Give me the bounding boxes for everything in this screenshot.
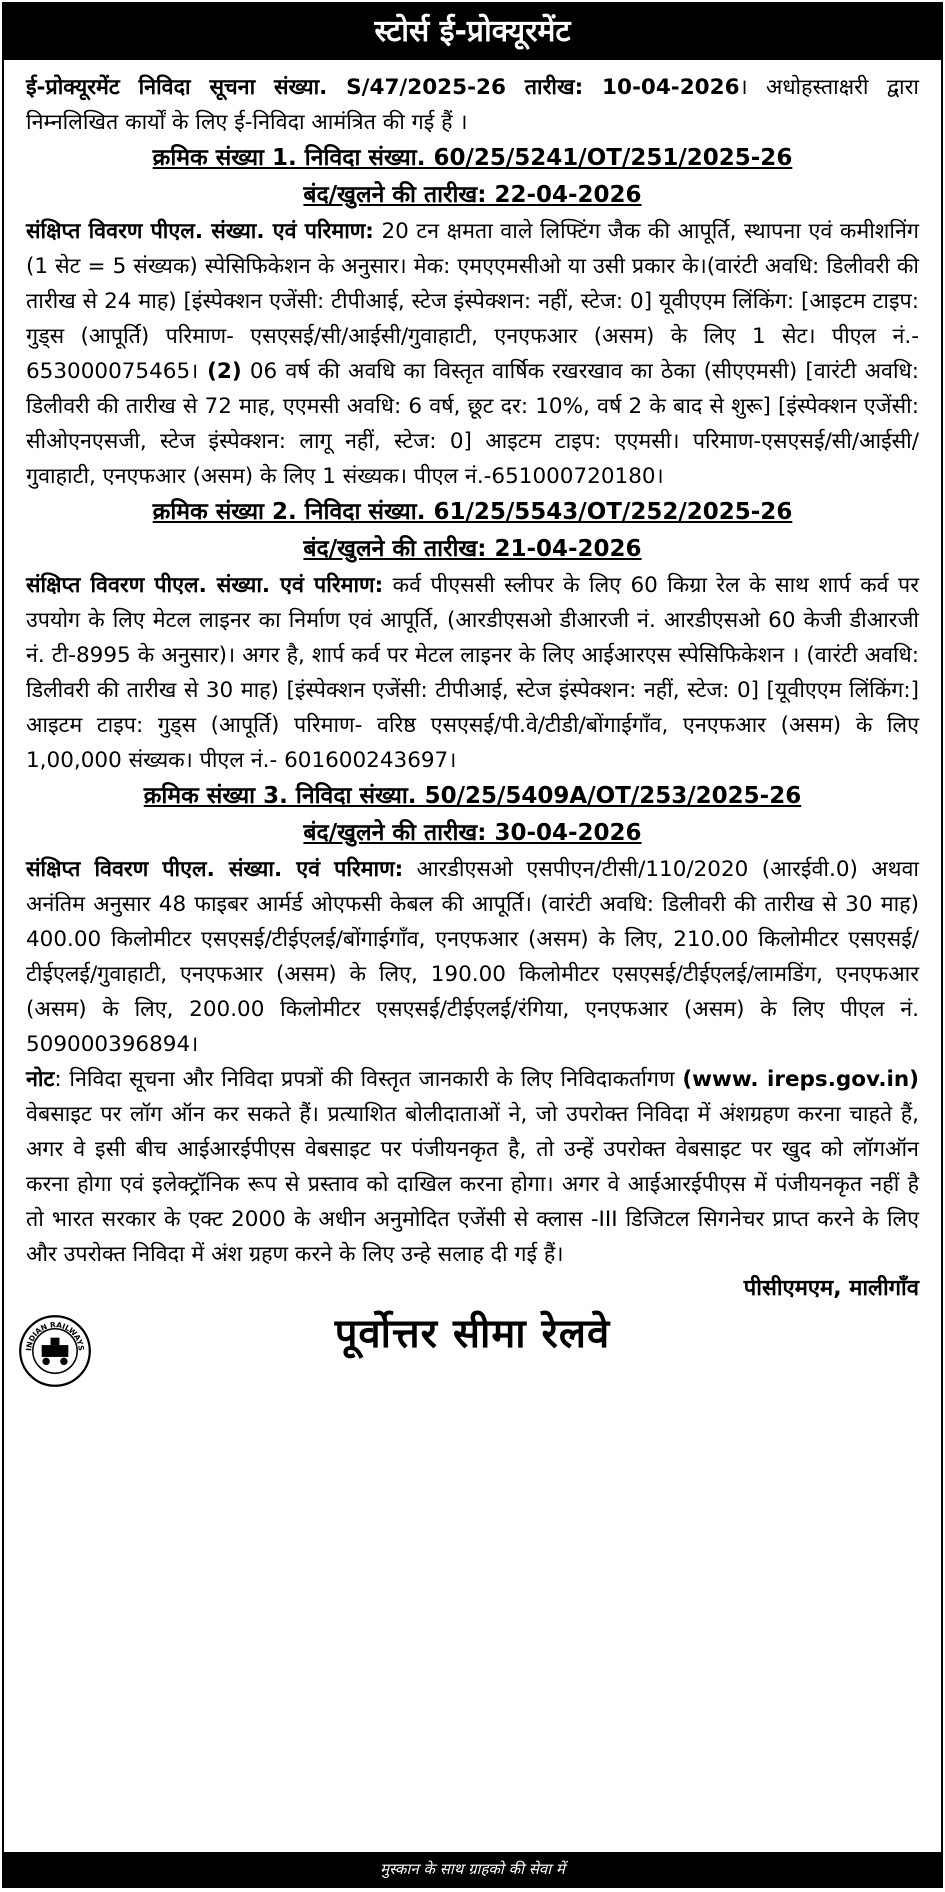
- tender-3-date-line: बंद/खुलने की तारीख: 30-04-2026: [303, 820, 642, 846]
- tender-1-date: 22-04-2026: [494, 182, 642, 208]
- intro-text: । अधोहस्ताक्षरी द्वारा निम्नलिखित कार्यों के लिए ई-निविदा आमंत्रित की गई हैं ।: [26, 75, 919, 135]
- note-paragraph: नोट: निविदा सूचना और निविदा प्रपत्रों की विस्तृत जानकारी के लिए निविदाकर्तागण (www. ireps.gov.in) वेबसाइट पर लॉग ऑन कर सकते हैं। प्रत्याशित बोलीदाताओं ने, जो उपरोक्त निविदा में अंशग्रहण करना चाहते हैं, अगर वे इसी बीच आईआरईपीएस वेबसाइट पर पंजीयनकृत है, तो उन्हें उपरोक्त वेबसाइट पर खुद को लॉगऑन करना होगा एवं इलेक्ट्रॉनिक रूप से प्रस्ताव को दाखिल करना होगा। अगर वे आईआरईपीएस में पंजीयनकृत नहीं है तो भारत सरकार के एक्ट 2000 के अधीन अनुमोदित एजेंसी से क्लास -III डिजिटल सिगनेचर प्राप्त करने के लिए और उपरोक्त निविदा में अंश ग्रहण करने के लिए उन्हे सलाह दी गई हैं।: [26, 1067, 920, 1267]
- footer-tagline: मुस्कान के साथ ग्राहको की सेवा में: [4, 1852, 941, 1886]
- tender-notice: [2, 2, 943, 1888]
- ireps-website-link[interactable]: (www. ireps.gov.in): [682, 1067, 919, 1092]
- tender-2-date: 21-04-2026: [494, 536, 642, 562]
- tender-1-number: 60/25/5241/OT/251/2025-26: [433, 145, 793, 171]
- tender-2-description: संक्षिप्त विवरण पीएल. संख्या. एवं परिमाण: कर्व पीएससी स्लीपर के लिए 60 किग्रा रेल के साथ शार्प कर्व पर उपयोग के लिए मेटल लाइनर का निर्माण एवं आपूर्ति, (आरडीएसओ डीआरजी नं. आरडीएसओ 60 केजी डीआरजी नं. टी-8995 के अनुसार)। अगर है, शार्प कर्व पर मेटल लाइनर के लिए आईआरएस स्पेसिफिकेशन । (वारंटी अवधि: डिलीवरी की तारीख से 30 माह) [इंस्पेक्शन एजेंसी: टीपीआई, स्टेज इंस्पेक्शन: नहीं, स्टेज: 0] [यूवीएएम लिंकिंग:] आइटम टाइप: गुड्स (आपूर्ति) परिमाण- वरिष्ठ एसएसई/पी.वे/टीडी/बोंगाईगाँव, एनएफआर (असम) के लिए 1,00,000 संख्यक। पीएल नं.- 601600243697।: [26, 573, 919, 773]
- organization-name: पूर्वोत्तर सीमा रेलवे: [334, 1310, 611, 1357]
- tender-3-date: 30-04-2026: [494, 820, 642, 846]
- tender-2-number: 61/25/5543/OT/252/2025-26: [433, 499, 793, 525]
- indian-railways-logo-icon: [18, 1314, 92, 1388]
- tender-3-number: 50/25/5409A/OT/253/2025-26: [424, 783, 802, 809]
- organization-row: [4, 1306, 941, 1362]
- tender-2-serial: क्रमिक संख्या 2. निविदा संख्या. 61/25/5543/OT/252/2025-26: [152, 499, 793, 525]
- tender-2-date-line: बंद/खुलने की तारीख: 21-04-2026: [303, 536, 642, 562]
- tender-1-date-line: बंद/खुलने की तारीख: 22-04-2026: [303, 182, 642, 208]
- tender-1-serial: क्रमिक संख्या 1. निविदा संख्या. 60/25/5241/OT/251/2025-26: [152, 145, 793, 171]
- tender-3-serial: क्रमिक संख्या 3. निविदा संख्या. 50/25/5409A/OT/253/2025-26: [143, 783, 802, 809]
- tender-1-description: संक्षिप्त विवरण पीएल. संख्या. एवं परिमाण: 20 टन क्षमता वाले लिफ्टिंग जैक की आपूर्ति, स्थापना एवं कमीशनिंग (1 सेट = 5 संख्यक) स्पेसिफिकेशन के अनुसार। मेक: एमएएमसीओ या उसी प्रकार के।(वारंटी अवधि: डिलीवरी की तारीख से 24 माह) [इंस्पेक्शन एजेंसी: टीपीआई, स्टेज इंस्पेक्शन: नहीं, स्टेज: 0] यूवीएएम लिंकिंग: [आइटम टाइप: गुड्स (आपूर्ति) परिमाण- एसएसई/सी/आईसी/गुवाहाटी, एनएफआर (असम) के लिए 1 सेट। पीएल नं.- 653000075465। (2) 06 वर्ष की अवधि का विस्तृत वार्षिक रखरखाव का ठेका (सीएएमसी) [वारंटी अवधि: डिलीवरी की तारीख से 72 माह, एएमसी अवधि: 6 वर्ष, छूट दर: 10%, वर्ष 2 के बाद से शुरू] [इंस्पेक्शन एजेंसी: सीओएनएसजी, स्टेज इंस्पेक्शन: लागू नहीं, स्टेज: 0] आइटम टाइप: एएमसी। परिमाण-एसएसई/सी/आईसी/गुवाहाटी, एनएफआर (असम) के लिए 1 संख्यक। पीएल नं.-651000720180।: [26, 219, 919, 489]
- note-label: नोट: [26, 1067, 55, 1092]
- logo-text: INDIAN RAILWAYS: [24, 1320, 86, 1352]
- page-title: स्टोर्स ई-प्रोक्यूरमेंट: [4, 4, 941, 60]
- tender-3-description: संक्षिप्त विवरण पीएल. संख्या. एवं परिमाण: आरडीएसओ एसपीएन/टीसी/110/2020 (आरईवी.0) अथवा अनंतिम अनुसार 48 फाइबर आर्मर्ड ओएफसी केबल की आपूर्ति। (वारंटी अवधि: डिलीवरी की तारीख से 30 माह) 400.00 किलोमीटर एसएसई/टीईएलई/बोंगाईगाँव, एनएफआर (असम) के लिए, 210.00 किलोमीटर एसएसई/टीईएलई/गुवाहाटी, एनएफआर (असम) के लिए, 190.00 किलोमीटर एसएसई/टीईएलई/लामडिंग, एनएफआर (असम) के लिए, 200.00 किलोमीटर एसएसई/टीईएलई/रंगिया, एनएफआर (असम) के लिए पीएल नं. 509000396894।: [26, 857, 919, 1057]
- notice-body: [4, 60, 941, 1306]
- signature: पीसीएमएम, मालीगाँव: [743, 1276, 919, 1301]
- intro-paragraph: [26, 70, 919, 140]
- notice-number: ई-प्रोक्यूरमेंट निविदा सूचना संख्या. S/47/2025-26 तारीख: 10-04-2026: [26, 75, 740, 100]
